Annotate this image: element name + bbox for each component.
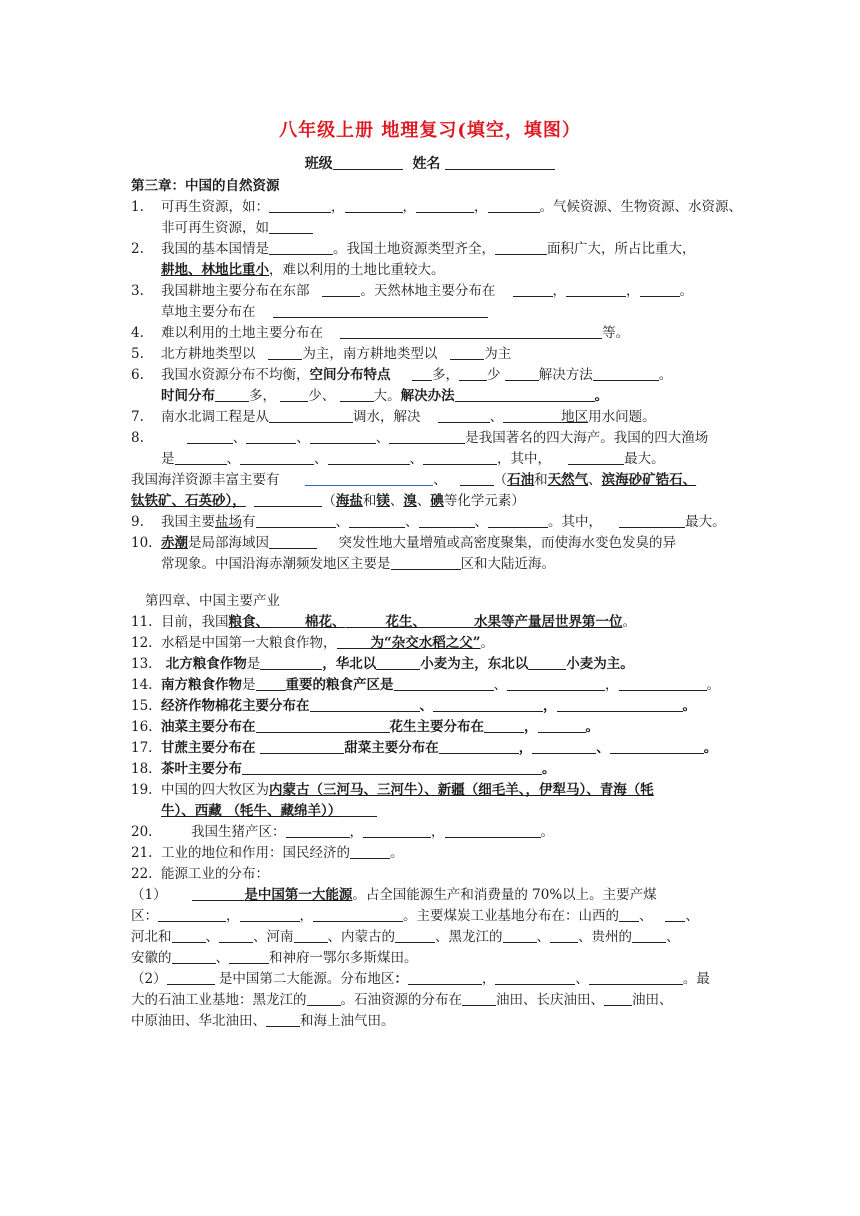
answer-blank[interactable]	[260, 739, 344, 754]
answer-blank[interactable]	[340, 324, 602, 339]
name-label: 姓名	[412, 156, 441, 172]
answer-blank[interactable]	[310, 429, 376, 444]
answer-blank[interactable]	[229, 949, 269, 964]
answer-blank[interactable]	[412, 366, 432, 381]
question-19: 19. 中国的四大牧区为内蒙古（三河马、三河牛）、新疆（细毛羊、，伊犁马）、青海（牦	[131, 782, 654, 798]
answer-blank[interactable]	[175, 450, 227, 465]
answer-blank[interactable]	[438, 408, 490, 423]
answer-blank[interactable]	[268, 345, 302, 360]
answer-blank[interactable]	[495, 240, 547, 255]
question-17: 17. 甘蔗主要分布在 甜菜主要分布在 ， 、 。	[131, 740, 718, 756]
answer-blank[interactable]	[389, 429, 465, 444]
answer-blank[interactable]	[568, 450, 624, 465]
answer-blank[interactable]	[269, 240, 333, 255]
answer-blank[interactable]	[450, 345, 484, 360]
answer-blank[interactable]	[391, 555, 461, 570]
questions: 第三章：中国的自然资源 1. 可再生资源，如： ， ， ， 。气候资源、生物资源、水资源、 非可再生资源，如 2. 我国的基本国情是 。我国土地资源类型齐全， 面积广大，所占比重大， 耕地、林地比重小，难以利用的土地比重较大。 3. 我国耕地主要分布在东部 。天然林地主要分布在 ， ， 。 草地主要分布在 4. 难以利用的土地主要分布在 等。 5. 北方耕地类型以 为主，南方耕地类型以 为主 6. 我国水资源分布不均衡，空间分布特点 多， 少 解决方法 。 时间分布 多， 少、 大。解决办法 。 7. 南水北调工程是从 调水，解决 、 地区用水问题。 8. 、 、 、 是我国著名的四大海产。我国的四大渔场 是 、 、 、 ，其中， 最大。 我国海洋资源丰富主要有 、 （石油和天然气、滨海砂矿锆石、 钛铁矿、石英砂）， （海盐和镁、溴、碘等化学元素） 9. 我国主要盐场有 、 、 、 。其中， 最大。 10. 赤潮是局部海域因 突发性地大量增殖或高密度聚集，而使海水变色发臭的异 常现象。中国沿海赤潮频发地区主要是 区和大陆近海。 第四章、中国主要产业 11. 目前，我国粮食、 棉花、 花生、 水果等产量居世界第一位。 12. 水稻是中国第一大粮食作物， 为“杂交水稻之父”。 13. 北方粮食作物是 ，华北以 小麦为主，东北以 小麦为主。 14. 南方粮食作物是 重要的粮食产区是 、 ， 。 15. 经济作物棉花主要分布在 、 ， 。 16. 油菜主要分布在 花生主要分布在 ， 。 17. 甘蔗主要分布在 甜菜主要分布在 ， 、 。 18. 茶叶主要分布 。 19. 中国的四大牧区为内蒙古（三河马、三河牛）、新疆（细毛羊、，伊犁马）、青海（牦 牛）、西藏 （牦牛、藏绵羊）） 20. 我国生猪产区： ， ， 。 21. 工业的地位和作用：国民经济的 。 22. 能源工业的分布： （1） 是中国第一大能源。占全国能源生产和消费量的 70%以上。主要产煤 区： ， ， 。主要煤炭工业基地分布在：山西的 、 、 河北和 、 、河南 、内蒙古的 、黑龙江的 、 、贵州的 、 安徽的 、 和神府一鄂尔多斯煤田。 （2） 是中国第二大能源。分布地区： ， 、 。最 大的石油工业基地：黑龙江的 。石油资源的分布在 油田、长庆油田、 油田、 中原油田、华北油田、 和海上油气田。	[131, 178, 742, 1029]
answer-blank[interactable]	[433, 697, 543, 712]
answer-blank[interactable]	[269, 534, 317, 549]
answer-blank[interactable]	[350, 844, 390, 859]
answer-blank[interactable]	[328, 450, 410, 465]
answer-blank[interactable]	[505, 366, 539, 381]
answer-blank[interactable]	[455, 387, 595, 402]
answer-blank[interactable]	[394, 676, 494, 691]
answer-blank[interactable]	[566, 282, 626, 297]
question-3: 3. 我国耕地主要分布在东部 。天然林地主要分布在 ， ， 。	[131, 283, 694, 299]
answer-blank[interactable]	[589, 970, 683, 985]
answer-blank[interactable]	[632, 928, 666, 943]
answer-blank[interactable]	[294, 928, 328, 943]
question-15: 15. 经济作物棉花主要分布在 、 ， 。	[131, 698, 696, 714]
answer-blank[interactable]	[269, 219, 313, 234]
question-1: 1. 可再生资源，如： ， ， ， 。气候资源、生物资源、水资源、	[131, 199, 742, 215]
answer-blank[interactable]	[172, 949, 216, 964]
answer-blank[interactable]	[363, 823, 431, 838]
answer-blank[interactable]	[488, 513, 548, 528]
question-7: 7. 南水北调工程是从 调水，解决 、 地区用水问题。	[131, 409, 656, 425]
answer-blank[interactable]	[640, 282, 680, 297]
answer-blank[interactable]	[260, 655, 322, 670]
answer-blank[interactable]	[532, 739, 596, 754]
answer-blank[interactable]	[408, 970, 482, 985]
answer-blank[interactable]	[187, 429, 233, 444]
question-13: 13. 北方粮食作物是 ，华北以 小麦为主，东北以 小麦为主。	[131, 656, 634, 672]
answer-blank[interactable]	[266, 1012, 300, 1027]
answer-blank[interactable]	[273, 303, 488, 318]
answer-blank[interactable]	[619, 907, 639, 922]
question-14: 14. 南方粮食作物是 重要的粮食产区是 、 ， 。	[131, 677, 720, 693]
answer-blank[interactable]	[341, 802, 377, 817]
answer-blank[interactable]	[256, 513, 336, 528]
question-20: 20. 我国生猪产区： ， ， 。	[131, 824, 555, 840]
answer-blank[interactable]	[376, 655, 420, 670]
answer-blank[interactable]	[349, 513, 405, 528]
answer-blank[interactable]	[419, 513, 475, 528]
answer-blank[interactable]	[307, 991, 341, 1006]
answer-blank[interactable]	[310, 697, 420, 712]
answer-blank[interactable]	[488, 198, 540, 213]
answer-blank[interactable]	[619, 676, 707, 691]
question-4: 4. 难以利用的土地主要分布在 等。	[131, 325, 630, 341]
answer-blank[interactable]	[322, 282, 360, 297]
question-18: 18. 茶叶主要分布 。	[131, 761, 556, 777]
answer-blank[interactable]	[269, 198, 331, 213]
question-8: 8. 、 、 、 是我国著名的四大海产。我国的四大渔场	[131, 430, 709, 446]
answer-blank[interactable]	[280, 387, 308, 402]
answer-blank[interactable]	[345, 198, 403, 213]
oil-section: （2） 是中国第二大能源。分布地区： ， 、 。最	[131, 971, 710, 987]
question-11: 11. 目前，我国粮食、 棉花、 花生、 水果等产量居世界第一位。	[131, 614, 636, 630]
question-16: 16. 油菜主要分布在 花生主要分布在 ， 。	[131, 719, 599, 735]
question-9: 9. 我国主要盐场有 、 、 、 。其中， 最大。	[131, 514, 726, 530]
answer-blank[interactable]	[340, 387, 374, 402]
answer-blank[interactable]	[337, 634, 371, 649]
answer-blank[interactable]	[305, 471, 433, 486]
answer-blank[interactable]	[445, 823, 541, 838]
answer-blank[interactable]	[507, 676, 605, 691]
answer-blank[interactable]	[158, 907, 226, 922]
answer-blank[interactable]	[462, 991, 496, 1006]
class-name-line	[0, 153, 860, 173]
answer-blank[interactable]	[619, 513, 685, 528]
question-12: 12. 水稻是中国第一大粮食作物， 为“杂交水稻之父”。	[131, 635, 495, 651]
answer-blank[interactable]	[346, 613, 386, 628]
answer-blank[interactable]	[538, 718, 586, 733]
answer-blank[interactable]	[219, 928, 253, 943]
question-22: 22. 能源工业的分布：	[131, 866, 269, 882]
coal-section: （1） 是中国第一大能源。占全国能源生产和消费量的 70%以上。主要产煤	[131, 887, 657, 903]
answer-blank[interactable]	[665, 907, 685, 922]
name-field[interactable]	[445, 155, 555, 170]
answer-blank[interactable]	[240, 450, 314, 465]
answer-blank[interactable]	[513, 282, 553, 297]
answer-blank[interactable]	[593, 366, 659, 381]
answer-blank[interactable]	[503, 928, 537, 943]
answer-blank[interactable]	[192, 886, 244, 901]
answer-blank[interactable]	[426, 613, 474, 628]
answer-blank[interactable]	[528, 655, 566, 670]
answer-blank[interactable]	[416, 198, 474, 213]
question-21: 21. 工业的地位和作用：国民经济的 。	[131, 845, 404, 861]
answer-blank[interactable]	[256, 676, 286, 691]
page-title: 八年级上册 地理复习(填空，填图）	[279, 120, 581, 141]
answer-blank[interactable]	[604, 991, 632, 1006]
chapter-heading: 第三章：中国的自然资源	[131, 178, 280, 194]
question-6: 6. 我国水资源分布不均衡，空间分布特点 多， 少 解决方法 。	[131, 367, 673, 383]
question-2: 2. 我国的基本国情是 。我国土地资源类型齐全， 面积广大，所占比重大，	[131, 241, 696, 257]
answer-blank[interactable]	[246, 429, 296, 444]
answer-blank[interactable]	[395, 928, 435, 943]
answer-blank[interactable]	[503, 408, 561, 423]
answer-blank[interactable]	[495, 970, 575, 985]
question-10: 10. 赤潮是局部海域因 突发性地大量增殖或高密度聚集，而使海水变色发臭的异	[131, 535, 676, 551]
answer-blank[interactable]	[269, 613, 305, 628]
chapter4-heading: 第四章、中国主要产业	[145, 593, 280, 609]
answer-blank[interactable]	[439, 739, 519, 754]
answer-blank[interactable]	[460, 471, 494, 486]
class-label: 班级	[304, 156, 333, 172]
answer-blank[interactable]	[550, 928, 578, 943]
answer-blank[interactable]	[313, 907, 403, 922]
answer-blank[interactable]	[610, 739, 704, 754]
answer-blank[interactable]	[254, 492, 322, 507]
answer-blank[interactable]	[459, 366, 487, 381]
answer-blank[interactable]	[484, 718, 524, 733]
answer-blank[interactable]	[167, 970, 215, 985]
answer-blank[interactable]	[215, 387, 249, 402]
question-5: 5. 北方耕地类型以 为主，南方耕地类型以 为主	[131, 346, 512, 362]
answer-blank[interactable]	[172, 928, 206, 943]
answer-blank[interactable]	[256, 718, 390, 733]
class-field[interactable]	[333, 155, 403, 170]
answer-blank[interactable]	[240, 907, 300, 922]
answer-blank[interactable]	[242, 760, 542, 775]
answer-blank[interactable]	[423, 450, 497, 465]
answer-blank[interactable]	[286, 823, 350, 838]
answer-blank[interactable]	[269, 408, 353, 423]
answer-blank[interactable]	[557, 697, 683, 712]
